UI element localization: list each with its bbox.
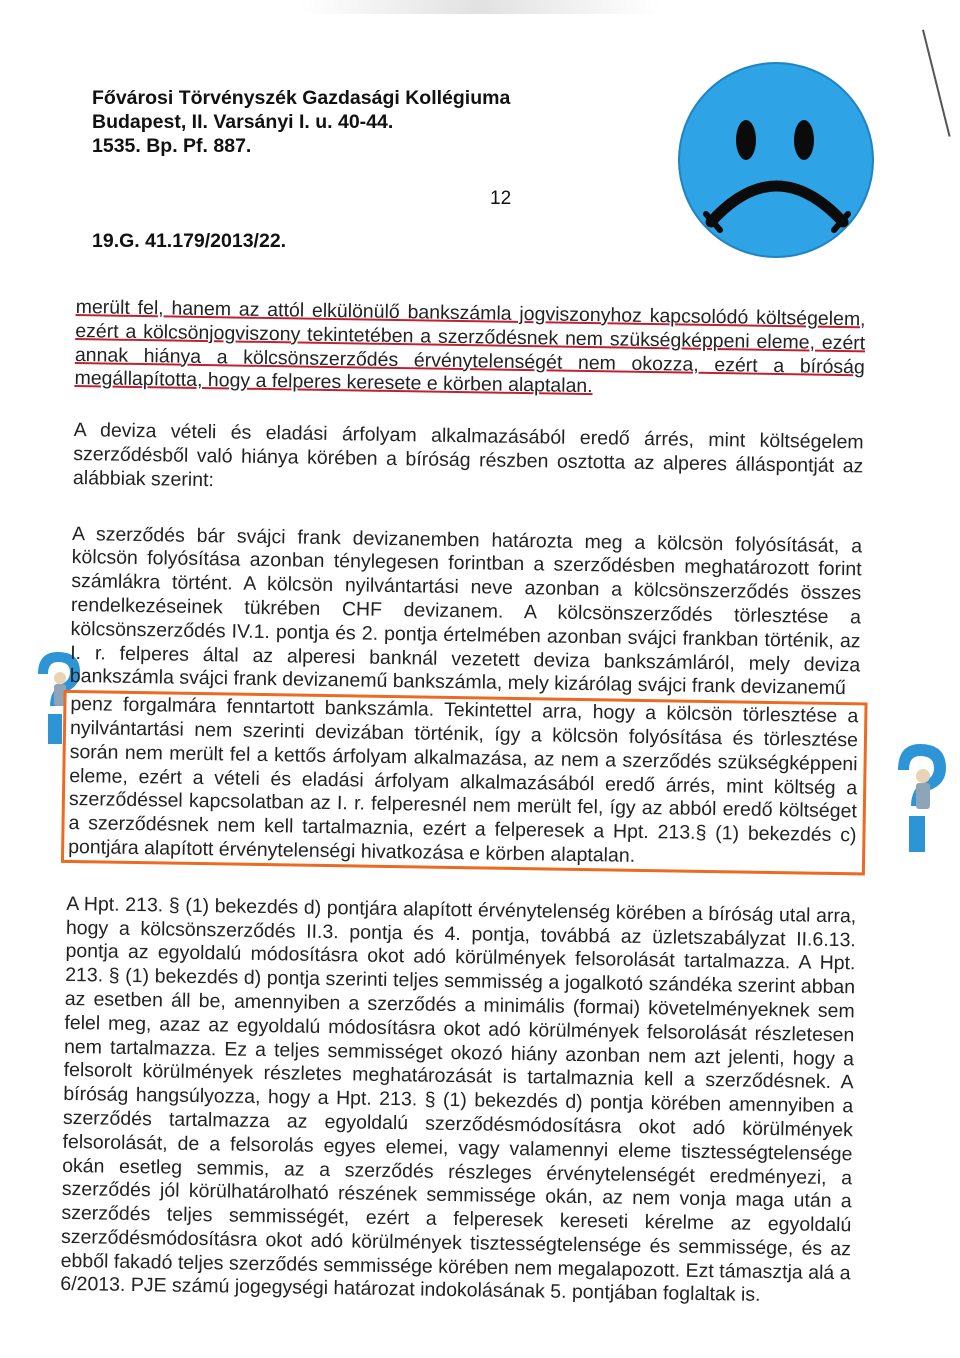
court-address: Budapest, II. Varsányi I. u. 40-44. bbox=[92, 111, 394, 133]
paragraph-4: A Hpt. 213. § (1) bekezdés d) pontjára alapított érvénytelenség körében a bíróság utal arra, hogy a kölcsönszerződés II.3. pontja és 4. pontja, továbbá az üzletszabályzat II.6.13. pontja az egyoldalú módosításra okot adó körülmények felsorolását tartalmazza. A Hpt. 213. § (1) bekezdés d) pontja szerinti teljes semmisség a jogalkotó szándéka szerint abban az esetben áll be, amennyiben a szerződés a minimális (formai) követelményeknek sem felel meg, azaz az egyoldalú módosításra okot adó körülmények felsorolását részletesen nem tartalmazza. Ez a teljes semmisséget okozó hiány azonban nem azt jelenti, hogy a felsorolt körülmények részletes meghatározását is tartalmaznia kell a szerződésnek. A bíróság hangsúlyozza, hogy a Hpt. 213. § (1) bekezdés d) pontja körében amennyiben a szerződés tartalmazza az egyoldalú szerződésmódosításra okot adó körülmények felsorolását, de a felsorolás egyes elemei, vagy valamennyi eleme tisztességtelensége okán esetleg semmis, az a szerződés részleges érvénytelenségét eredményezi, a szerződés jól körülhatárolható részének semmissége okán, az nem vonja maga után a szerződés teljes semmisségét, ezért a felperesek kereseti kérelme az egyoldalú szerződésmódosításra okot adó körülmények tisztességtelensége és semmissége, és az ebből fakadó teljes szerződés semmissége körében nem megalapozott. Ezt támasztja alá a 6/2013. PJE számú jogegységi határozat indokolásának 5. pontjában foglaltak is. bbox=[60, 892, 857, 1307]
scan-scratch bbox=[922, 30, 951, 137]
highlight-box bbox=[61, 690, 868, 875]
case-number: 19.G. 41.179/2013/22. bbox=[92, 230, 287, 252]
paragraph-2: A deviza vételi és eladási árfolyam alkalmazásából eredő árrés, mint költségelem szerződésből való hiánya körében a bíróság részben osztotta az alperes álláspontját az alábbiak szerint: bbox=[72, 419, 864, 491]
court-postbox: 1535. Bp. Pf. 887. bbox=[92, 135, 252, 157]
paragraph-3: A szerződés bár svájci frank devizanemben határozta meg a kölcsön folyósítását, a kölcsön folyósítása azonban ténylegesen forintban a szerződésben meghatározott forint számlákra történt. A kölcsön nyilvántartási neve azonban a kölcsönszerződés összes rendelkezéseinek tükrében CHF devizanem. A kölcsönszerződés törlesztése a kölcsönszerződés IV.1. pontja és 2. pontja értelmében azonban svájci frankban történik, az I. r. felperes által az alperesi banknál vezetett deviza bankszámláról, mely deviza bankszámla svájci frank devizanemű bankszámla, mely kizárólag svájci frank devizanemű bbox=[69, 522, 863, 700]
scan-artifact bbox=[300, 0, 660, 14]
paragraph-3-boxed: penz forgalmára fenntartott bankszámla. Tekintettel arra, hogy a kölcsön törlesztése a nyilvántartási nem szerinti devizában történik, így a kölcsön folyósítása és törlesztése során nem merült fel a kettős árfolyam alkalmazása, az nem a szerződés szükségképpeni eleme, ezért a vételi és eladási árfolyam alkalmazásából eredő árrés, mint költség a szerződéssel kapcsolatban az I. r. felperesnél nem merült fel, így az abból eredő költséget a szerződésnek nem kell tartalmaznia, ezért a felperesek a Hpt. 213.§ (1) bekezdés c) pontjára alapított érvénytelenségi hivatkozása e körben alaptalan. bbox=[68, 693, 859, 867]
question-mark-person-icon bbox=[886, 742, 952, 854]
page-number: 12 bbox=[490, 188, 512, 209]
court-name: Fővárosi Törvényszék Gazdasági Kollégiuma bbox=[92, 87, 511, 109]
paragraph-1: merült fel, hanem az attól elkülönülő bankszámla jogviszonyhoz kapcsolódó költségelem, ezért a kölcsönjogviszony tekintetében a szerződésnek nem szükségképpeni eleme, ezért annak hiánya a kölcsönszerződés érvénytelenségét nem okozza, ezért a bíróság megállapította, hogy a felperes keresete e körben alaptalan. bbox=[74, 295, 866, 398]
sad-face-icon bbox=[676, 60, 876, 260]
court-header bbox=[92, 86, 542, 158]
document-body bbox=[60, 286, 866, 1310]
